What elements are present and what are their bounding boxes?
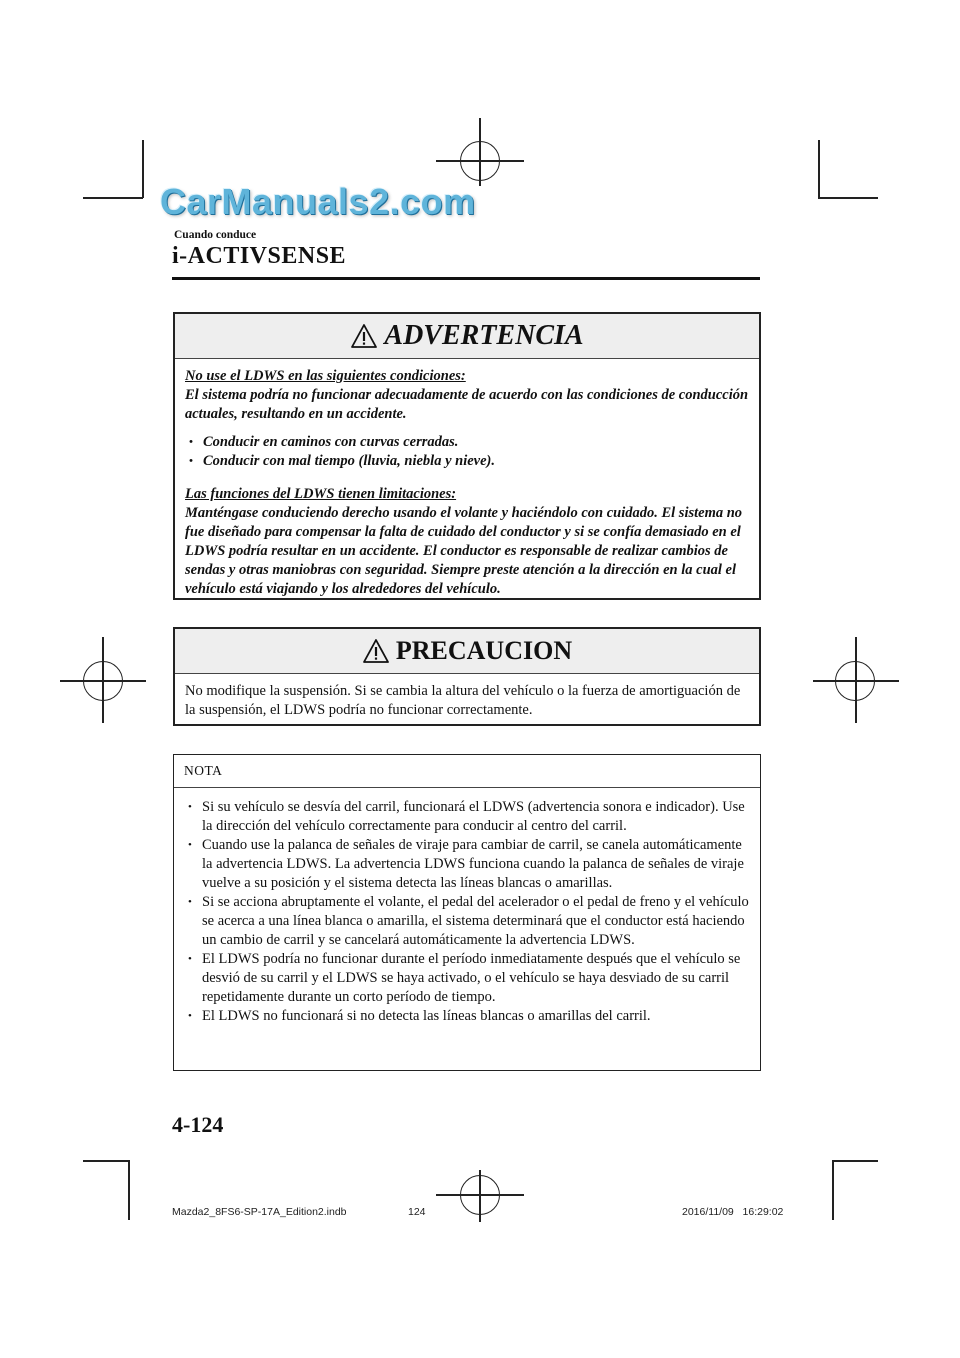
registration-mark [479,1170,481,1222]
note-box-body [174,788,760,1026]
crop-mark [818,197,878,199]
warning-box [173,312,761,600]
page-title: i-ACTIVSENSE [172,243,347,269]
warning-triangle-icon [362,638,390,664]
warning-paragraph: Manténgase conduciendo derecho usando el volante y haciéndolo con cuidado. El sistema no fue diseñado para compensar la falta de cuidado del conductor y si se confía demasiado en el LDWS podría resultar en un accidente. El conductor es responsable de realizar cambios de sendas y otras maniobras con seguridad. Siempre preste atención a la dirección en la cual el vehículo está viajando y los alrededores del vehículo. [185,505,743,597]
footer-datetime: 2016/11/09 16:29:02 [682,1206,784,1218]
section-label: Cuando conduce [174,229,257,241]
title-rule [172,277,760,280]
caution-text: No modifique la suspensión. Si se cambia la altura del vehículo o la fuerza de amortiguación de la suspensión, el LDWS podría no funcionar correctamente. [185,683,741,718]
note-box [173,754,761,1071]
caution-box-header [175,629,759,674]
crop-mark [83,1160,129,1162]
list-item: • Si su vehículo se desvía del carril, funcionará el LDWS (advertencia sonora e indicador). Use la dirección del vehículo correctamente para conducir al centro del carril. [184,798,750,836]
warning-bullet-list [185,433,749,471]
caution-box-title: PRECAUCION [395,636,573,665]
crop-mark [818,140,820,198]
warning-triangle-icon [350,323,378,349]
page-number: 4-124 [172,1112,224,1137]
warning-box-header [175,314,759,359]
registration-mark [102,637,104,723]
note-bullet-list [184,798,750,1026]
crop-mark [832,1160,878,1162]
list-item: • Si se acciona abruptamente el volante, el pedal del acelerador o el pedal de freno y el vehículo se acerca a una línea blanca o amarilla, el sistema determinará que el conductor está haciendo un cambio de carril y se cancelará automáticamente la advertencia LDWS. [184,893,750,950]
registration-mark [479,118,481,186]
footer-filename: Mazda2_8FS6-SP-17A_Edition2.indb [172,1206,347,1218]
watermark-logo: CarManuals2.com [160,181,476,222]
list-item: • El LDWS podría no funcionar durante el período inmediatamente después que el vehículo se desvió de su carril y el LDWS se haya activado, o el vehículo se haya desviado de su carril repetidamente durante un corto período de tiempo. [184,950,750,1007]
crop-mark [128,1160,130,1220]
list-item: • Cuando use la palanca de señales de viraje para cambiar de carril, se canela automáticamente la advertencia LDWS. La advertencia LDWS funciona cuando la palanca de señales de viraje vuelve a su posición y el sistema detecta las líneas blancas o amarillas. [184,836,750,893]
crop-mark [832,1160,834,1220]
list-item: • El LDWS no funcionará si no detecta las líneas blancas o amarillas del carril. [184,1007,750,1026]
list-item: • Conducir con mal tiempo (lluvia, niebla y nieve). [185,452,749,471]
warning-box-body [175,359,759,599]
warning-heading: Las funciones del LDWS tienen limitaciones: [185,486,457,502]
list-item: • Conducir en caminos con curvas cerradas. [185,433,749,452]
warning-heading: No use el LDWS en las siguientes condiciones: [185,368,466,384]
footer-page: 124 [408,1206,426,1218]
crop-mark [142,140,144,198]
crop-mark [83,197,143,199]
warning-box-title: ADVERTENCIA [384,320,584,351]
note-box-title: NOTA [174,755,760,788]
warning-paragraph: El sistema podría no funcionar adecuadamente de acuerdo con las condiciones de conducción actuales, resultando en un accidente. [185,387,749,422]
registration-mark [855,637,857,723]
caution-box [173,627,761,726]
